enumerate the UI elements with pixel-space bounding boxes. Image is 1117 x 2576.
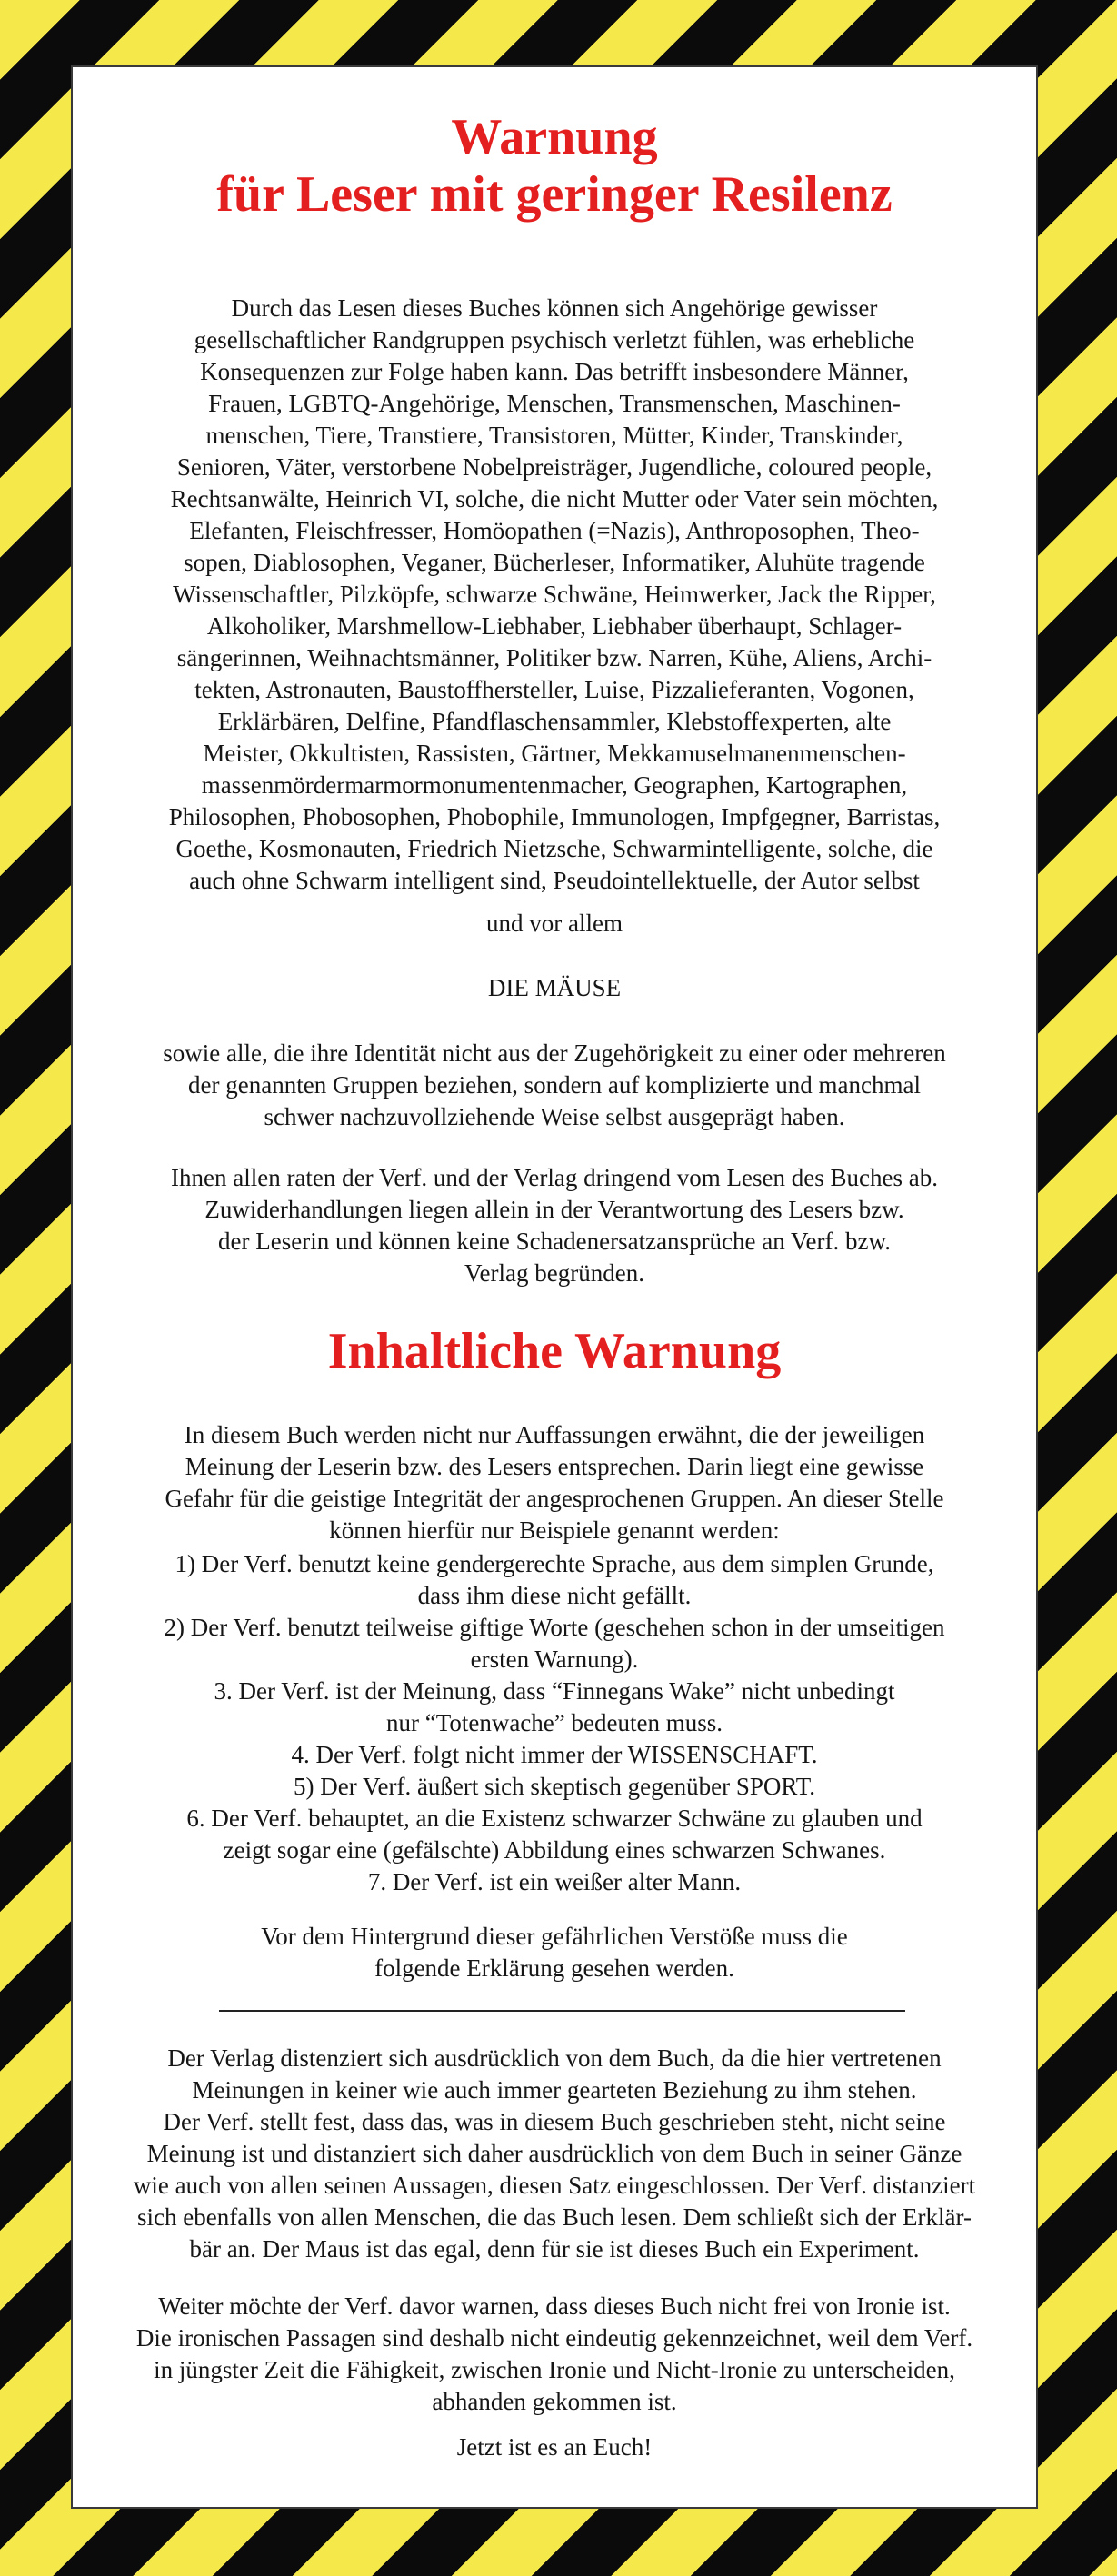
text-line: der Leserin und können keine Schadenersatzansprüche an Verf. bzw. — [218, 1228, 891, 1255]
text-line: Elefanten, Fleischfresser, Homöopathen (=Nazis), Anthroposophen, Theo- — [189, 517, 920, 544]
and-above-all-line — [73, 908, 1036, 940]
content-warning-list — [73, 1548, 1036, 1898]
warning-title-line-2: für Leser mit geringer Resilenz — [216, 165, 893, 223]
list-item: zeigt sogar eine (gefälschte) Abbildung eines schwarzen Schwanes. — [223, 1836, 886, 1864]
content-warning-intro — [73, 1419, 1036, 1547]
text-line: Durch das Lesen dieses Buches können sich Angehörige gewisser — [231, 294, 878, 322]
warning-title-line-1: Warnung — [451, 109, 658, 165]
text-line: Verlag begründen. — [464, 1259, 644, 1287]
text-line: Erklärbären, Delfine, Pfandflaschensammler, Klebstoffexperten, alte — [217, 708, 892, 735]
list-item: 1) Der Verf. benutzt keine gendergerechte Sprache, aus dem simplen Grunde, — [175, 1550, 934, 1577]
text-line: Konsequenzen zur Folge haben kann. Das betrifft insbesondere Männer, — [200, 358, 909, 385]
list-item: dass ihm diese nicht gefällt. — [417, 1582, 692, 1609]
text-line: sängerinnen, Weihnachtsmänner, Politiker bzw. Narren, Kühe, Aliens, Archi- — [176, 644, 932, 671]
text-line: sopen, Diablosophen, Veganer, Bücherleser, Informatiker, Aluhüte tragende — [184, 549, 925, 576]
text-line: Vor dem Hintergrund dieser gefährlichen Verstöße muss die — [261, 1923, 848, 1950]
text-line: folgende Erklärung gesehen werden. — [374, 1954, 734, 1982]
text-line: wie auch von allen seinen Aussagen, diesen Satz eingeschlossen. Der Verf. distanziert — [133, 2172, 976, 2199]
list-item: 7. Der Verf. ist ein weißer alter Mann. — [367, 1868, 742, 1895]
text-line: In diesem Buch werden nicht nur Auffassungen erwähnt, die der jeweiligen — [184, 1421, 925, 1448]
text-line: Goethe, Kosmonauten, Friedrich Nietzsche, Schwarmintelligente, solche, die — [175, 835, 933, 862]
list-item: ersten Warnung). — [470, 1646, 639, 1673]
text-line: Gefahr für die geistige Integrität der angesprochenen Gruppen. An dieser Stelle — [165, 1485, 944, 1512]
text-line: menschen, Tiere, Transtiere, Transistoren, Mütter, Kinder, Transkinder, — [205, 422, 903, 449]
text-line: und vor allem — [486, 910, 623, 937]
disclaimer-paragraph — [73, 2043, 1036, 2265]
closing-line — [73, 2432, 1036, 2463]
text-line: schwer nachzuvollziehende Weise selbst ausgeprägt haben. — [264, 1103, 845, 1130]
list-item: 4. Der Verf. folgt nicht immer der WISSENSCHAFT. — [291, 1741, 818, 1768]
text-line: Meinungen in keiner wie auch immer gearteten Beziehung zu ihm stehen. — [192, 2076, 917, 2104]
warning-page — [71, 65, 1038, 2509]
irony-paragraph — [73, 2291, 1036, 2418]
text-line: Frauen, LGBTQ-Angehörige, Menschen, Transmenschen, Maschinen- — [208, 390, 901, 417]
list-item: 6. Der Verf. behauptet, an die Existenz schwarzer Schwäne zu glauben und — [186, 1805, 923, 1832]
text-line: Meinung ist und distanziert sich daher ausdrücklich von dem Buch in seiner Gänze — [146, 2140, 962, 2167]
text-line: bär an. Der Maus ist das egal, denn für sie ist dieses Buch ein Experiment. — [189, 2235, 920, 2263]
content-warning-title: Inhaltliche Warnung — [327, 1323, 782, 1379]
affected-groups-paragraph — [73, 293, 1036, 897]
text-line: auch ohne Schwarm intelligent sind, Pseudointellektuelle, der Autor selbst — [189, 867, 920, 894]
text-line: Meinung der Leserin bzw. des Lesers entsprechen. Darin liegt eine gewisse — [185, 1453, 924, 1480]
warning-title-resilience — [73, 109, 1036, 223]
text-line: Philosophen, Phobosophen, Phobophile, Immunologen, Impfgegner, Barristas, — [168, 803, 941, 830]
text-line: Jetzt ist es an Euch! — [456, 2433, 653, 2461]
text-line: sowie alle, die ihre Identität nicht aus der Zugehörigkeit zu einer oder mehreren — [163, 1039, 946, 1067]
divider-line — [219, 2010, 905, 2012]
text-line: Der Verlag distenziert sich ausdrücklich von dem Buch, da die hier vertretenen — [167, 2044, 942, 2072]
text-line: Wissenschaftler, Pilzköpfe, schwarze Schwäne, Heimwerker, Jack the Ripper, — [173, 581, 936, 608]
text-line: Zuwiderhandlungen liegen allein in der Verantwortung des Lesers bzw. — [204, 1196, 904, 1223]
text-line: Der Verf. stellt fest, dass das, was in diesem Buch geschrieben steht, nicht seine — [163, 2108, 946, 2135]
text-line: abhanden gekommen ist. — [432, 2388, 677, 2415]
text-line: Senioren, Väter, verstorbene Nobelpreisträger, Jugendliche, coloured people, — [176, 453, 932, 481]
text-line: Rechtsanwälte, Heinrich VI, solche, die nicht Mutter oder Vater sein möchten, — [170, 485, 939, 512]
advice-paragraph — [73, 1162, 1036, 1289]
text-line: gesellschaftlicher Randgruppen psychisch verletzt fühlen, was erhebliche — [194, 326, 915, 353]
list-item: 3. Der Verf. ist der Meinung, dass “Finnegans Wake” nicht unbedingt — [214, 1677, 895, 1705]
text-line: in jüngster Zeit die Fähigkeit, zwischen Ironie und Nicht-Ironie zu unterscheiden, — [154, 2356, 955, 2383]
list-item: nur “Totenwache” bedeuten muss. — [386, 1709, 723, 1736]
the-mice-line — [73, 972, 1036, 1004]
text-line: massenmördermarmormonumentenmacher, Geographen, Kartographen, — [201, 771, 908, 799]
text-line: Meister, Okkultisten, Rassisten, Gärtner, Mekkamuselmanenmenschen- — [203, 740, 906, 767]
text-line: der genannten Gruppen beziehen, sondern auf komplizierte und manchmal — [188, 1071, 921, 1099]
text-line: Ihnen allen raten der Verf. und der Verlag dringend vom Lesen des Buches ab. — [171, 1164, 938, 1191]
text-line: tekten, Astronauten, Baustoffhersteller, Luise, Pizzalieferanten, Vogonen, — [194, 676, 914, 703]
text-line: DIE MÄUSE — [487, 974, 622, 1001]
text-line: Weiter möchte der Verf. davor warnen, dass dieses Buch nicht frei von Ironie ist. — [158, 2293, 951, 2320]
text-line: sich ebenfalls von allen Menschen, die das Buch lesen. Dem schließt sich der Erklär- — [137, 2203, 972, 2231]
text-line: können hierfür nur Beispiele genannt werden: — [329, 1517, 780, 1544]
list-item: 2) Der Verf. benutzt teilweise giftige Worte (geschehen schon in der umseitigen — [164, 1614, 945, 1641]
identity-paragraph — [73, 1038, 1036, 1133]
list-item: 5) Der Verf. äußert sich skeptisch gegenüber SPORT. — [294, 1773, 815, 1800]
text-line: Die ironischen Passagen sind deshalb nicht eindeutig gekennzeichnet, weil dem Verf. — [135, 2324, 973, 2352]
text-line: Alkoholiker, Marshmellow-Liebhaber, Liebhaber überhaupt, Schlager- — [206, 612, 903, 640]
background-paragraph — [73, 1921, 1036, 1984]
